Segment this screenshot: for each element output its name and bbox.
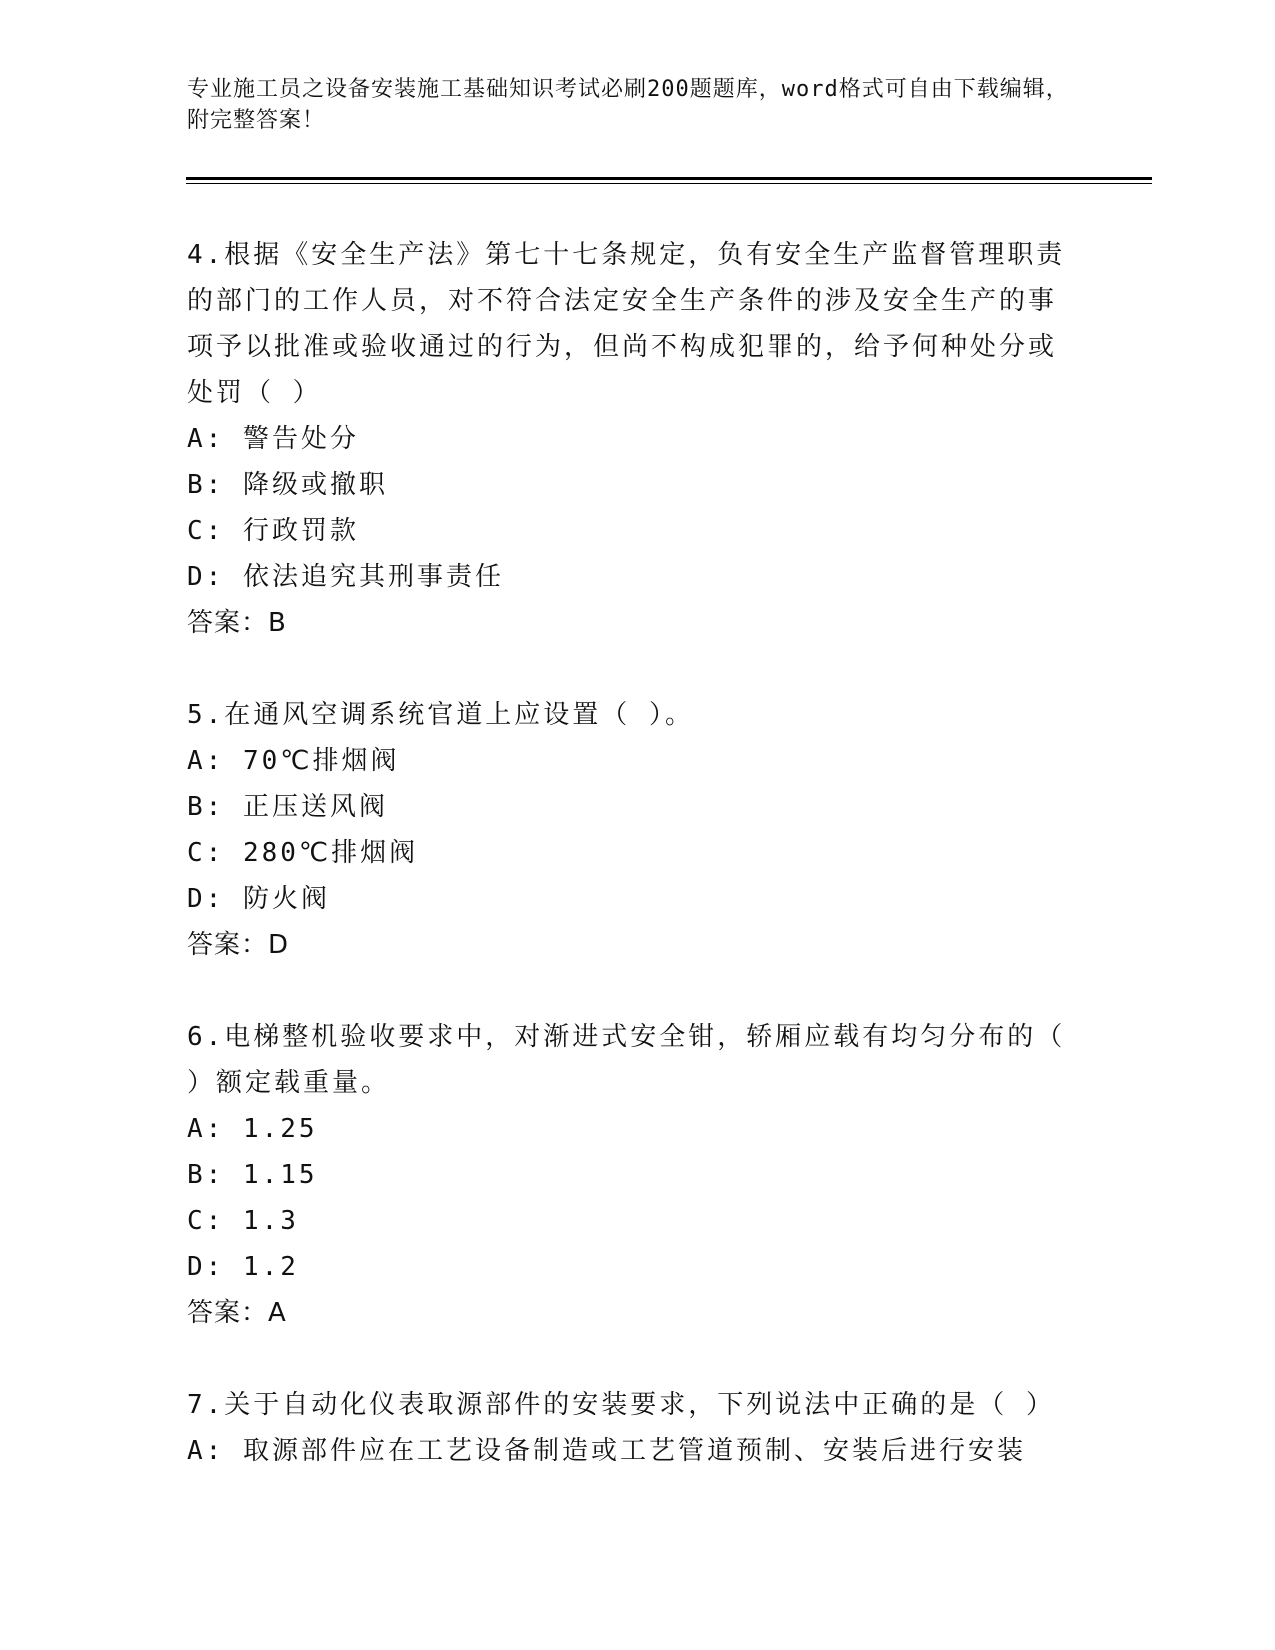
question-6 (187, 1014, 1077, 1336)
option-d: D: 依法追究其刑事责任 (187, 562, 504, 592)
question-list (187, 232, 1077, 1520)
question-stem: 7.关于自动化仪表取源部件的安装要求，下列说法中正确的是（ ） (187, 1390, 1055, 1420)
question-7 (187, 1382, 1077, 1474)
answer: 答案：B (187, 608, 287, 638)
header-divider-thick (186, 177, 1152, 180)
option-c: C: 1.3 (187, 1206, 299, 1236)
document-header: 专业施工员之设备安装施工基础知识考试必刷200题题库，word格式可自由下载编辑，附完整答案！ (187, 77, 1069, 133)
option-a: A: 1.25 (187, 1114, 318, 1144)
question-5 (187, 692, 1077, 968)
option-d: D: 防火阀 (187, 884, 330, 914)
option-c: C: 行政罚款 (187, 516, 359, 546)
question-stem: 6.电梯整机验收要求中，对渐进式安全钳，轿厢应载有均匀分布的（ ）额定载重量。 (187, 1022, 1066, 1098)
question-4 (187, 232, 1077, 646)
option-d: D: 1.2 (187, 1252, 299, 1282)
answer: 答案：D (187, 930, 290, 960)
option-a: A: 警告处分 (187, 424, 359, 454)
header-divider-thin (186, 183, 1152, 184)
question-stem: 4.根据《安全生产法》第七十七条规定，负有安全生产监督管理职责的部门的工作人员，对不符合法定安全生产条件的涉及安全生产的事项予以批准或验收通过的行为，但尚不构成犯罪的，给予何种处分或处罚（ ） (187, 240, 1066, 408)
option-a: A: 取源部件应在工艺设备制造或工艺管道预制、安装后进行安装 (187, 1436, 1026, 1466)
option-b: B: 1.15 (187, 1160, 318, 1190)
option-b: B: 降级或撤职 (187, 470, 388, 500)
question-stem: 5.在通风空调系统官道上应设置（ ）。 (187, 700, 694, 730)
option-a: A: 70℃排烟阀 (187, 746, 400, 776)
answer: 答案：A (187, 1298, 287, 1328)
option-b: B: 正压送风阀 (187, 792, 388, 822)
option-c: C: 280℃排烟阀 (187, 838, 419, 868)
